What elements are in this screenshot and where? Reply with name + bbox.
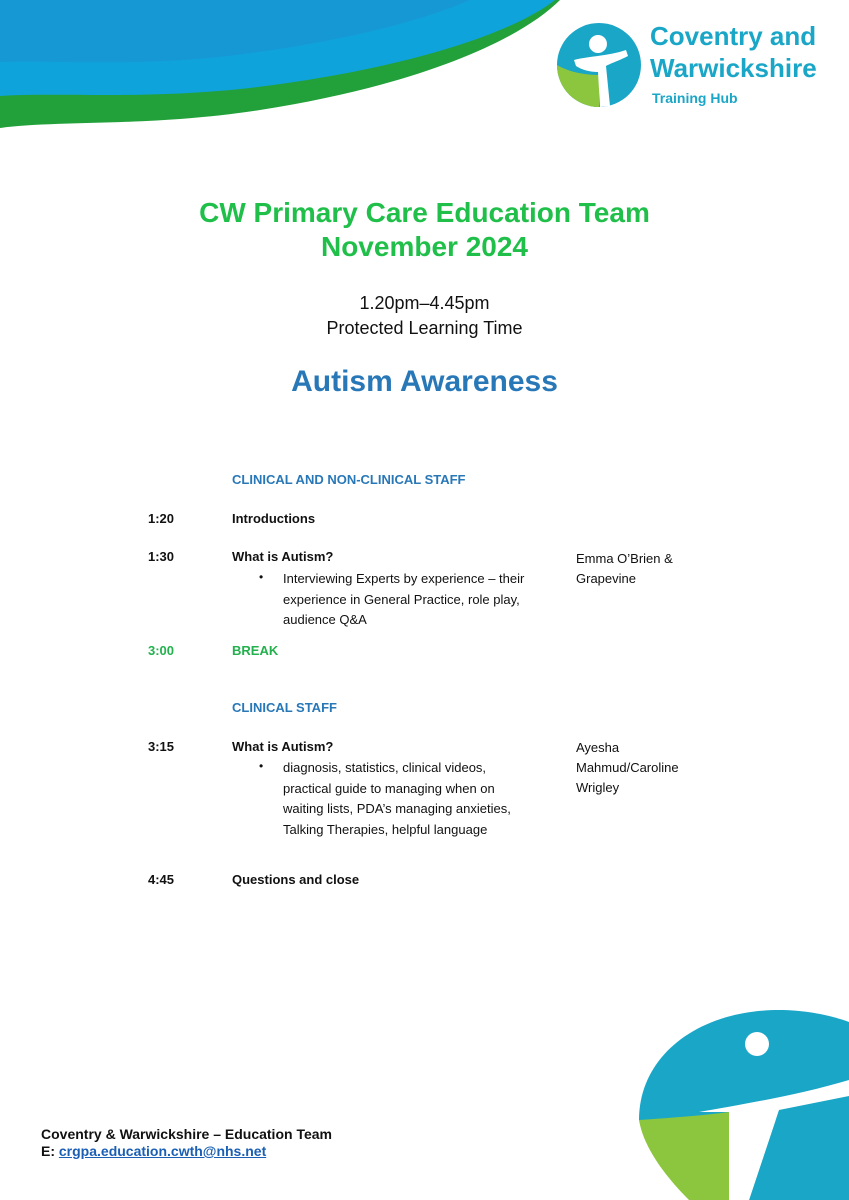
agenda-time: 3:15 bbox=[148, 739, 175, 754]
description-line: waiting lists, PDA’s managing anxieties, bbox=[283, 801, 511, 816]
agenda-item-break: BREAK bbox=[232, 643, 279, 658]
agenda-time: 1:20 bbox=[148, 511, 175, 526]
agenda-item-title: Questions and close bbox=[232, 872, 360, 887]
training-hub-logo-icon bbox=[554, 20, 644, 110]
time-range: 1.20pm–4.45pm bbox=[359, 293, 490, 313]
description-line: Talking Therapies, helpful language bbox=[283, 821, 488, 837]
email-link[interactable]: crgpa.education.cwth@nhs.net bbox=[58, 1143, 267, 1159]
logo-line-1: Coventry and bbox=[650, 21, 817, 51]
description-line: practical guide to managing when on bbox=[283, 780, 495, 796]
agenda-time: 4:45 bbox=[148, 872, 175, 887]
agenda-item-title: What is Autism? bbox=[232, 549, 334, 564]
topic-heading: Autism Awareness bbox=[291, 365, 558, 398]
footer-contact bbox=[41, 1143, 266, 1159]
description-line: experience in General Practice, role play, bbox=[283, 591, 520, 607]
bottom-logo-decoration bbox=[629, 1000, 849, 1200]
session-type: Protected Learning Time bbox=[326, 318, 523, 338]
logo-line-2: Warwickshire bbox=[650, 53, 817, 83]
page-title-date: November 2024 bbox=[320, 231, 528, 262]
agenda-item-title: Introductions bbox=[232, 511, 316, 526]
footer-org: Coventry & Warwickshire – Education Team bbox=[41, 1126, 332, 1142]
agenda-speaker bbox=[576, 549, 726, 589]
agenda-time: 1:30 bbox=[148, 549, 175, 564]
speaker-line: Grapevine bbox=[576, 571, 636, 586]
bullet-icon: • bbox=[259, 759, 264, 773]
agenda-item-description bbox=[283, 758, 568, 840]
agenda-item-title: What is Autism? bbox=[232, 739, 334, 754]
section-heading-clinical-staff: CLINICAL STAFF bbox=[232, 700, 337, 715]
speaker-line: Wrigley bbox=[576, 780, 620, 795]
agenda-item-description bbox=[283, 569, 568, 631]
email-label: E: bbox=[41, 1143, 55, 1159]
bullet-icon: • bbox=[259, 570, 264, 584]
agenda-speaker bbox=[576, 738, 726, 798]
logo-wordmark bbox=[650, 20, 817, 84]
page-title: CW Primary Care Education Team bbox=[199, 197, 650, 228]
description-line: Interviewing Experts by experience – their bbox=[283, 571, 525, 586]
agenda-time: 3:00 bbox=[148, 643, 175, 658]
speaker-line: Emma O’Brien & bbox=[576, 551, 673, 566]
logo-tagline: Training Hub bbox=[652, 90, 738, 106]
speaker-line: Mahmud/Caroline bbox=[576, 760, 679, 775]
description-line: diagnosis, statistics, clinical videos, bbox=[283, 760, 487, 775]
section-heading-all-staff: CLINICAL AND NON-CLINICAL STAFF bbox=[232, 472, 466, 487]
description-line: audience Q&A bbox=[283, 612, 367, 627]
speaker-line: Ayesha bbox=[576, 740, 620, 755]
